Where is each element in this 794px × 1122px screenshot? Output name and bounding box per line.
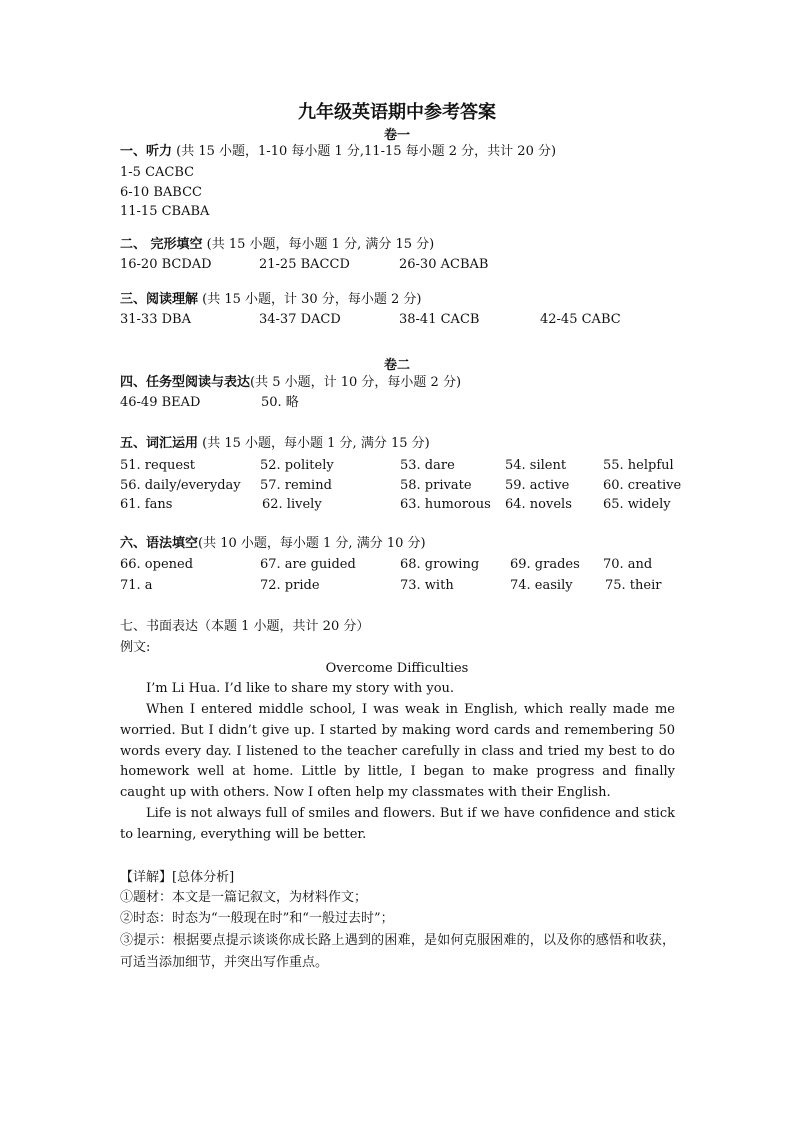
grammar-answer: 68. growing xyxy=(400,557,480,572)
part2-item-1: 16-20 BCDAD xyxy=(120,257,212,272)
part4-item-2: 50. 略 xyxy=(261,395,299,410)
vocab-answer: 60. creative xyxy=(603,478,682,493)
grammar-answer: 66. opened xyxy=(120,557,194,572)
part2-item-2: 21-25 BACCD xyxy=(259,257,350,272)
volume-one-heading: 卷一 xyxy=(383,128,410,143)
vocab-answer: 62. lively xyxy=(262,497,322,512)
grammar-answer: 69. grades xyxy=(510,557,580,572)
part1-row-3: 11-15 CBABA xyxy=(120,204,210,219)
vocab-answer: 56. daily/everyday xyxy=(120,478,241,493)
essay-paragraph-1: I’m Li Hua. I’d like to share my story with you. xyxy=(146,681,455,696)
part4-note: (共 5 小题，计 10 分，每小题 2 分) xyxy=(250,375,462,390)
grammar-answer: 67. are guided xyxy=(260,557,356,572)
part3-item-4: 42-45 CABC xyxy=(540,312,621,327)
vocab-answer: 52. politely xyxy=(260,458,334,473)
part4-heading: 四、任务型阅读与表达 xyxy=(120,375,251,390)
grammar-answer: 73. with xyxy=(400,578,454,593)
analysis-point-2: ②时态：时态为“一般现在时”和“一般过去时”； xyxy=(120,911,394,926)
part2-item-3: 26-30 ACBAB xyxy=(399,257,489,272)
vocab-answer: 55. helpful xyxy=(603,458,674,473)
part6-note: (共 10 小题，每小题 1 分, 满分 10 分) xyxy=(198,536,426,551)
analysis-heading: 【详解】[总体分析] xyxy=(120,870,235,885)
grammar-answer: 75. their xyxy=(605,578,662,593)
part1-note: (共 15 小题，1-10 每小题 1 分,11-15 每小题 2 分，共计 20 分) xyxy=(172,144,557,159)
part1-row-2: 6-10 BABCC xyxy=(120,185,202,200)
part2-heading: 二、 完形填空 xyxy=(120,237,203,252)
page-title: 九年级英语期中参考答案 xyxy=(298,102,496,123)
example-label: 例文: xyxy=(120,640,151,655)
essay-title: Overcome Difficulties xyxy=(325,661,469,676)
vocab-answer: 58. private xyxy=(400,478,472,493)
vocab-answer: 59. active xyxy=(505,478,570,493)
part1-heading: 一、听力 xyxy=(120,144,173,159)
part4-heading-line xyxy=(120,374,461,392)
part3-heading-line xyxy=(120,291,421,309)
part2-heading-line xyxy=(120,236,434,254)
part6-heading-line xyxy=(120,535,426,553)
part1-row-1: 1-5 CACBC xyxy=(120,165,195,180)
vocab-answer: 57. remind xyxy=(260,478,332,493)
part5-heading: 五、词汇运用 xyxy=(120,436,199,451)
grammar-answer: 70. and xyxy=(603,557,653,572)
grammar-answer: 74. easily xyxy=(510,578,573,593)
part3-item-1: 31-33 DBA xyxy=(120,312,191,327)
vocab-answer: 64. novels xyxy=(505,497,572,512)
essay-paragraph-3: Life is not always full of smiles and flowers. But if we have confidence and stick to learning, everything will be better. xyxy=(120,806,675,842)
grammar-answer: 71. a xyxy=(120,578,153,593)
vocab-answer: 63. humorous xyxy=(400,497,491,512)
vocab-answer: 61. fans xyxy=(120,497,173,512)
part4-item-1: 46-49 BEAD xyxy=(120,395,201,410)
vocab-answer: 65. widely xyxy=(603,497,671,512)
essay-paragraph-2: When I entered middle school, I was weak in English, which really made me worried. But I didn’t give up. I started by making word cards and remembering 50 words every day. I listened to the teacher carefully in class and tried my best to do homework well at home. Little by little, I began to make progress and finally caught up with others. Now I often help my classmates with their English. xyxy=(120,702,675,801)
analysis-point-3: ③提示：根据要点提示谈谈你成长路上遇到的困难，是如何克服困难的，以及你的感悟和收获，可适当添加细节，并突出写作重点。 xyxy=(120,933,675,970)
part3-item-3: 38-41 CACB xyxy=(399,312,480,327)
part3-note: (共 15 小题，计 30 分，每小题 2 分) xyxy=(198,292,422,307)
volume-two-heading: 卷二 xyxy=(383,358,410,373)
part2-note: (共 15 小题，每小题 1 分, 满分 15 分) xyxy=(202,237,435,252)
part5-note: (共 15 小题，每小题 1 分, 满分 15 分) xyxy=(198,436,430,451)
part7-heading: 七、书面表达（本题 1 小题，共计 20 分） xyxy=(120,619,370,634)
analysis-point-1: ①题材：本文是一篇记叙文，为材料作文； xyxy=(120,890,368,905)
vocab-answer: 54. silent xyxy=(505,458,567,473)
part3-heading: 三、阅读理解 xyxy=(120,292,199,307)
part6-heading: 六、语法填空 xyxy=(120,536,199,551)
grammar-answer: 72. pride xyxy=(260,578,320,593)
part1-heading-line xyxy=(120,143,556,161)
part3-item-2: 34-37 DACD xyxy=(259,312,341,327)
vocab-answer: 51. request xyxy=(120,458,195,473)
vocab-answer: 53. dare xyxy=(400,458,455,473)
part5-heading-line xyxy=(120,435,430,453)
